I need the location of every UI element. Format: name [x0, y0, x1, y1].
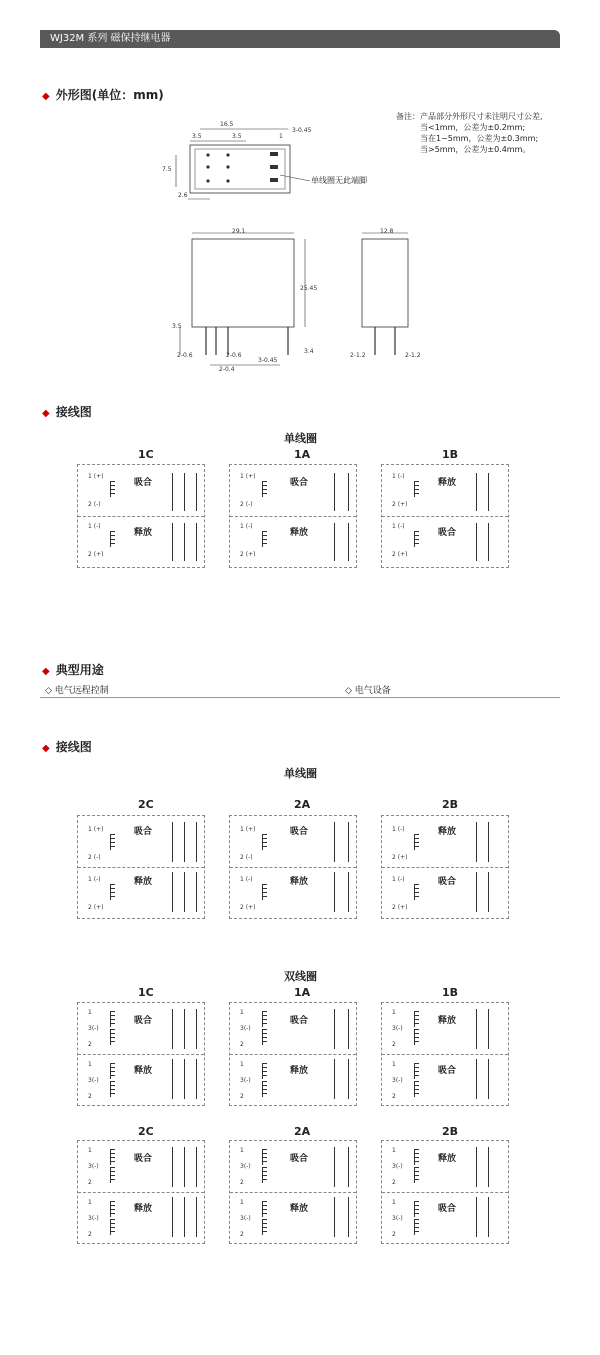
wiring2-subtitle-double: 双线圈	[284, 970, 317, 983]
coil-icon	[414, 834, 421, 850]
coil-icon	[414, 1011, 421, 1027]
usage-item: ◇ 电气设备	[345, 686, 391, 696]
coil-icon	[110, 1167, 117, 1183]
pin-label: 1 (+)	[88, 826, 104, 833]
state-label: 吸合	[290, 827, 309, 837]
state-label: 释放	[290, 528, 309, 538]
state-label: 吸合	[290, 1154, 309, 1164]
pin-label: 1 (-)	[392, 523, 405, 530]
coil-icon	[414, 1149, 421, 1165]
dim-label: 2-1.2	[405, 352, 421, 359]
coil-icon	[262, 1081, 269, 1097]
coil-icon	[110, 1063, 117, 1079]
coil-icon	[110, 1149, 117, 1165]
type-label: 2A	[294, 798, 311, 811]
dim-label: 2-0.6	[177, 352, 193, 359]
usage-item-label: 电气远程控制	[54, 686, 109, 696]
dim-label: 3-0.45	[258, 357, 278, 364]
coil-icon	[414, 481, 421, 497]
dim-label: 3-0.45	[292, 127, 312, 134]
coil-icon	[262, 1029, 269, 1045]
coil-icon	[262, 834, 269, 850]
state-label: 吸合	[438, 528, 457, 538]
dim-label: 12.8	[380, 228, 394, 235]
tolerance-note	[396, 111, 576, 155]
pin-label: 1	[392, 1061, 396, 1068]
state-label: 释放	[438, 478, 457, 488]
pin-label: 1	[240, 1009, 244, 1016]
pin-label: 2 (-)	[88, 501, 101, 508]
pin-label: 2 (+)	[392, 904, 408, 911]
type-label: 2C	[138, 1125, 154, 1138]
pin-label: 2 (+)	[240, 551, 256, 558]
pin-label: 1	[240, 1061, 244, 1068]
wiring-box-double-2c	[77, 1140, 205, 1244]
pin-label: 1	[392, 1009, 396, 1016]
type-label: 2C	[138, 798, 154, 811]
outline-callout: 单线圈无此端脚	[311, 176, 367, 185]
pin-label: 2	[392, 1093, 396, 1100]
state-label: 释放	[134, 877, 153, 887]
state-label: 吸合	[134, 1016, 153, 1026]
state-label: 释放	[438, 827, 457, 837]
pin-label: 2	[240, 1179, 244, 1186]
pin-label: 2 (+)	[88, 904, 104, 911]
pin-label: 2 (+)	[392, 854, 408, 861]
coil-icon	[110, 1011, 117, 1027]
coil-icon	[414, 531, 421, 547]
coil-icon	[414, 1201, 421, 1217]
section-wiring-1	[42, 403, 92, 420]
coil-icon	[414, 1029, 421, 1045]
pin-label: 2	[88, 1093, 92, 1100]
usage-item: ◇ 电气远程控制	[45, 686, 109, 696]
pin-label: 3(-)	[392, 1215, 403, 1222]
type-label: 1A	[294, 448, 311, 461]
pin-label: 3(-)	[392, 1077, 403, 1084]
note-line: 当>5mm，公差为±0.4mm。	[420, 145, 531, 154]
dim-label: 2-0.6	[226, 352, 242, 359]
type-label: 1A	[294, 986, 311, 999]
type-label: 1C	[138, 986, 154, 999]
wiring2-subtitle-single: 单线圈	[284, 767, 317, 780]
coil-icon	[110, 1029, 117, 1045]
wiring-box-1a	[229, 464, 357, 568]
wiring-box-1c	[77, 464, 205, 568]
dim-label: 3.5	[232, 133, 242, 140]
pin-label: 2 (-)	[240, 854, 253, 861]
type-label: 1C	[138, 448, 154, 461]
diamond-icon: ◆	[42, 743, 50, 754]
pin-label: 2	[240, 1093, 244, 1100]
coil-icon	[414, 1063, 421, 1079]
pin-label: 2	[240, 1231, 244, 1238]
header-title: WJ32M 系列 磁保持继电器	[50, 33, 171, 44]
divider	[40, 697, 560, 698]
coil-icon	[262, 481, 269, 497]
pin-label: 1	[240, 1199, 244, 1206]
pin-label: 2	[392, 1179, 396, 1186]
section-usage	[42, 661, 104, 678]
type-label: 1B	[442, 986, 459, 999]
diamond-icon: ◆	[42, 666, 50, 677]
state-label: 吸合	[134, 1154, 153, 1164]
pin-label: 1	[240, 1147, 244, 1154]
wiring1-subtitle: 单线圈	[284, 432, 317, 445]
pin-label: 1 (+)	[88, 473, 104, 480]
wiring-box-1b	[381, 464, 509, 568]
state-label: 吸合	[438, 877, 457, 887]
state-label: 吸合	[290, 478, 309, 488]
coil-icon	[414, 884, 421, 900]
pin-label: 1 (+)	[240, 826, 256, 833]
coil-icon	[262, 531, 269, 547]
coil-icon	[110, 834, 117, 850]
pin-label: 3(-)	[392, 1025, 403, 1032]
pin-label: 1 (-)	[392, 876, 405, 883]
pin-label: 2	[88, 1041, 92, 1048]
pin-label: 1 (-)	[88, 523, 101, 530]
state-label: 释放	[438, 1016, 457, 1026]
dim-label: 29.1	[232, 228, 246, 235]
coil-icon	[110, 1201, 117, 1217]
dim-label: 1	[279, 133, 283, 140]
coil-icon	[262, 1063, 269, 1079]
state-label: 吸合	[438, 1066, 457, 1076]
coil-icon	[110, 481, 117, 497]
coil-icon	[110, 1081, 117, 1097]
dim-label: 3.5	[192, 133, 202, 140]
pin-label: 2 (+)	[240, 904, 256, 911]
diamond-icon: ◆	[42, 408, 50, 419]
pin-label: 1 (-)	[392, 826, 405, 833]
wiring-box-double-2a	[229, 1140, 357, 1244]
pin-label: 3(-)	[240, 1215, 251, 1222]
state-label: 吸合	[290, 1016, 309, 1026]
state-label: 释放	[290, 1204, 309, 1214]
header-bar	[40, 30, 560, 48]
pin-label: 3(-)	[88, 1077, 99, 1084]
pin-label: 2	[392, 1231, 396, 1238]
dim-label: 25.45	[300, 285, 318, 292]
outline-top-view	[170, 115, 400, 205]
pin-label: 3(-)	[240, 1163, 251, 1170]
dim-label: 2.6	[178, 192, 188, 199]
state-label: 吸合	[134, 478, 153, 488]
wiring-box-double-1b	[381, 1002, 509, 1106]
state-label: 释放	[134, 1066, 153, 1076]
diamond-icon: ◆	[42, 91, 50, 102]
type-label: 2A	[294, 1125, 311, 1138]
state-label: 释放	[134, 1204, 153, 1214]
state-label: 释放	[290, 877, 309, 887]
coil-icon	[262, 1219, 269, 1235]
section-usage-title: 典型用途	[55, 663, 104, 677]
pin-label: 3(-)	[240, 1077, 251, 1084]
wiring-box-2b	[381, 815, 509, 919]
coil-icon	[414, 1167, 421, 1183]
pin-label: 1 (-)	[88, 876, 101, 883]
pin-label: 1 (-)	[392, 473, 405, 480]
coil-icon	[414, 1081, 421, 1097]
wiring-box-2c	[77, 815, 205, 919]
state-label: 释放	[134, 528, 153, 538]
pin-label: 2 (+)	[392, 501, 408, 508]
pin-label: 1	[88, 1147, 92, 1154]
coil-icon	[262, 884, 269, 900]
pin-label: 1	[88, 1061, 92, 1068]
coil-icon	[414, 1219, 421, 1235]
dim-label: 2-1.2	[350, 352, 366, 359]
state-label: 吸合	[134, 827, 153, 837]
note-line: 备注：产品部分外形尺寸未注明尺寸公差,	[396, 112, 543, 121]
section-outline	[42, 86, 164, 103]
coil-icon	[262, 1167, 269, 1183]
type-label: 2B	[442, 798, 459, 811]
dim-label: 7.5	[162, 166, 172, 173]
wiring-box-double-2b	[381, 1140, 509, 1244]
pin-label: 2 (+)	[392, 551, 408, 558]
pin-label: 2	[392, 1041, 396, 1048]
pin-label: 1	[392, 1199, 396, 1206]
coil-icon	[262, 1201, 269, 1217]
pin-label: 1	[392, 1147, 396, 1154]
pin-label: 2	[88, 1231, 92, 1238]
pin-label: 3(-)	[392, 1163, 403, 1170]
dim-label: 2-0.4	[219, 366, 235, 373]
usage-item-label: 电气设备	[354, 686, 391, 696]
wiring-box-double-1a	[229, 1002, 357, 1106]
coil-icon	[262, 1011, 269, 1027]
pin-label: 2	[88, 1179, 92, 1186]
note-line: 当<1mm，公差为±0.2mm;	[420, 123, 526, 132]
pin-label: 2	[240, 1041, 244, 1048]
wiring-box-2a	[229, 815, 357, 919]
section-wiring-2-title: 接线图	[55, 740, 92, 754]
pin-label: 3(-)	[240, 1025, 251, 1032]
dim-label: 3.5	[172, 323, 182, 330]
coil-icon	[262, 1149, 269, 1165]
state-label: 吸合	[438, 1204, 457, 1214]
pin-label: 1	[88, 1199, 92, 1206]
pin-label: 3(-)	[88, 1163, 99, 1170]
state-label: 释放	[438, 1154, 457, 1164]
pin-label: 1 (-)	[240, 523, 253, 530]
pin-label: 2 (-)	[88, 854, 101, 861]
coil-icon	[110, 1219, 117, 1235]
section-wiring-1-title: 接线图	[55, 405, 92, 419]
note-line: 当在1~5mm，公差为±0.3mm;	[420, 134, 539, 143]
section-wiring-2	[42, 738, 92, 755]
pin-label: 2 (-)	[240, 501, 253, 508]
pin-label: 1 (-)	[240, 876, 253, 883]
coil-icon	[110, 884, 117, 900]
pin-label: 3(-)	[88, 1025, 99, 1032]
section-outline-title: 外形图(单位：mm)	[55, 88, 164, 102]
pin-label: 2 (+)	[88, 551, 104, 558]
type-label: 2B	[442, 1125, 459, 1138]
dim-label: 3.4	[304, 348, 314, 355]
type-label: 1B	[442, 448, 459, 461]
wiring-box-double-1c	[77, 1002, 205, 1106]
state-label: 释放	[290, 1066, 309, 1076]
pin-label: 1 (+)	[240, 473, 256, 480]
pin-label: 1	[88, 1009, 92, 1016]
pin-label: 3(-)	[88, 1215, 99, 1222]
coil-icon	[110, 531, 117, 547]
dim-label: 16.5	[220, 121, 234, 128]
